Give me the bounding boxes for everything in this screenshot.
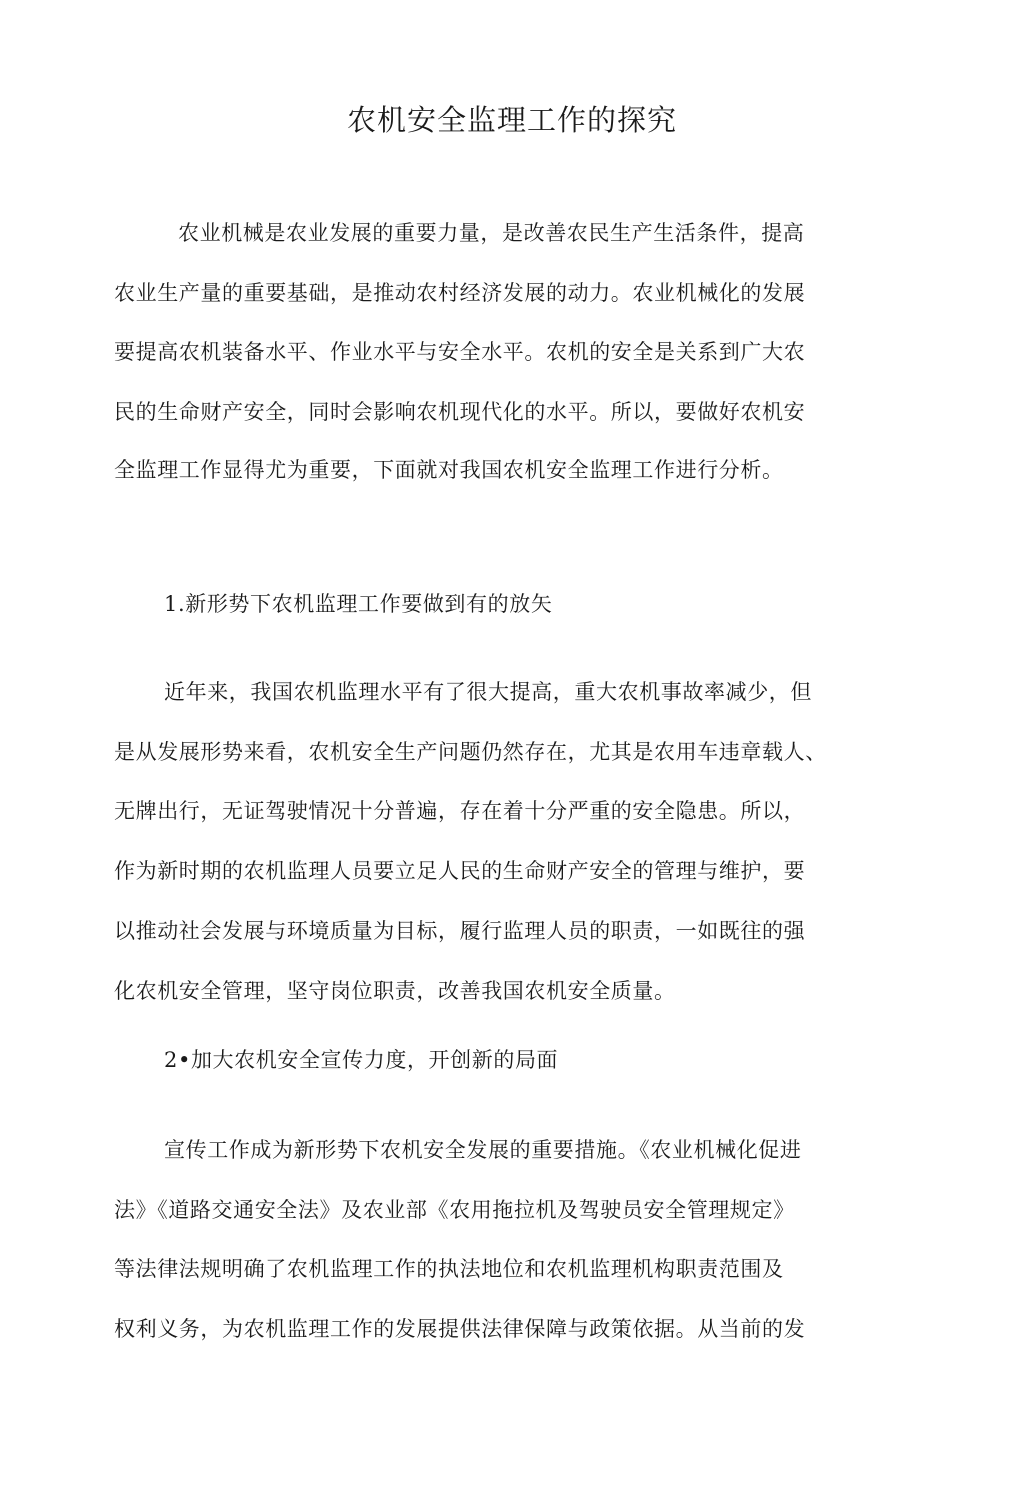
body-line: 等法律法规明确了农机监理工作的执法地位和农机监理机构职责范围及 xyxy=(114,1257,784,1281)
body-line: 无牌出行，无证驾驶情况十分普遍，存在着十分严重的安全隐患。所以， xyxy=(114,799,806,823)
intro-line: 要提高农机装备水平、作业水平与安全水平。农机的安全是关系到广大农 xyxy=(114,340,806,364)
body-line: 化农机安全管理，坚守岗位职责，改善我国农机安全质量。 xyxy=(114,979,676,1003)
body-line: 以推动社会发展与环境质量为目标，履行监理人员的职责，一如既往的强 xyxy=(114,919,806,943)
body-line: 是从发展形势来看，农机安全生产问题仍然存在，尤其是农用车违章载人、 xyxy=(114,740,827,764)
intro-line: 农业生产量的重要基础，是推动农村经济发展的动力。农业机械化的发展 xyxy=(114,281,806,305)
document-title: 农机安全监理工作的探究 xyxy=(346,103,677,137)
body-line: 权利义务，为农机监理工作的发展提供法律保障与政策依据。从当前的发 xyxy=(114,1317,806,1341)
body-line: 作为新时期的农机监理人员要立足人民的生命财产安全的管理与维护，要 xyxy=(114,859,806,883)
section-heading: 1.新形势下农机监理工作要做到有的放矢 xyxy=(164,592,553,616)
intro-line: 民的生命财产安全，同时会影响农机现代化的水平。所以，要做好农机安 xyxy=(114,400,806,424)
body-line: 宣传工作成为新形势下农机安全发展的重要措施。《农业机械化促进 xyxy=(164,1138,802,1162)
body-line: 近年来，我国农机监理水平有了很大提高，重大农机事故率减少，但 xyxy=(164,680,812,704)
intro-line: 全监理工作显得尤为重要，下面就对我国农机安全监理工作进行分析。 xyxy=(114,458,784,482)
section-heading: 2•加大农机安全宣传力度，开创新的局面 xyxy=(164,1048,559,1072)
body-line: 法》《道路交通安全法》及农业部《农用拖拉机及驾驶员安全管理规定》 xyxy=(114,1198,795,1222)
intro-line: 农业机械是农业发展的重要力量，是改善农民生产生活条件，提高 xyxy=(178,221,805,245)
